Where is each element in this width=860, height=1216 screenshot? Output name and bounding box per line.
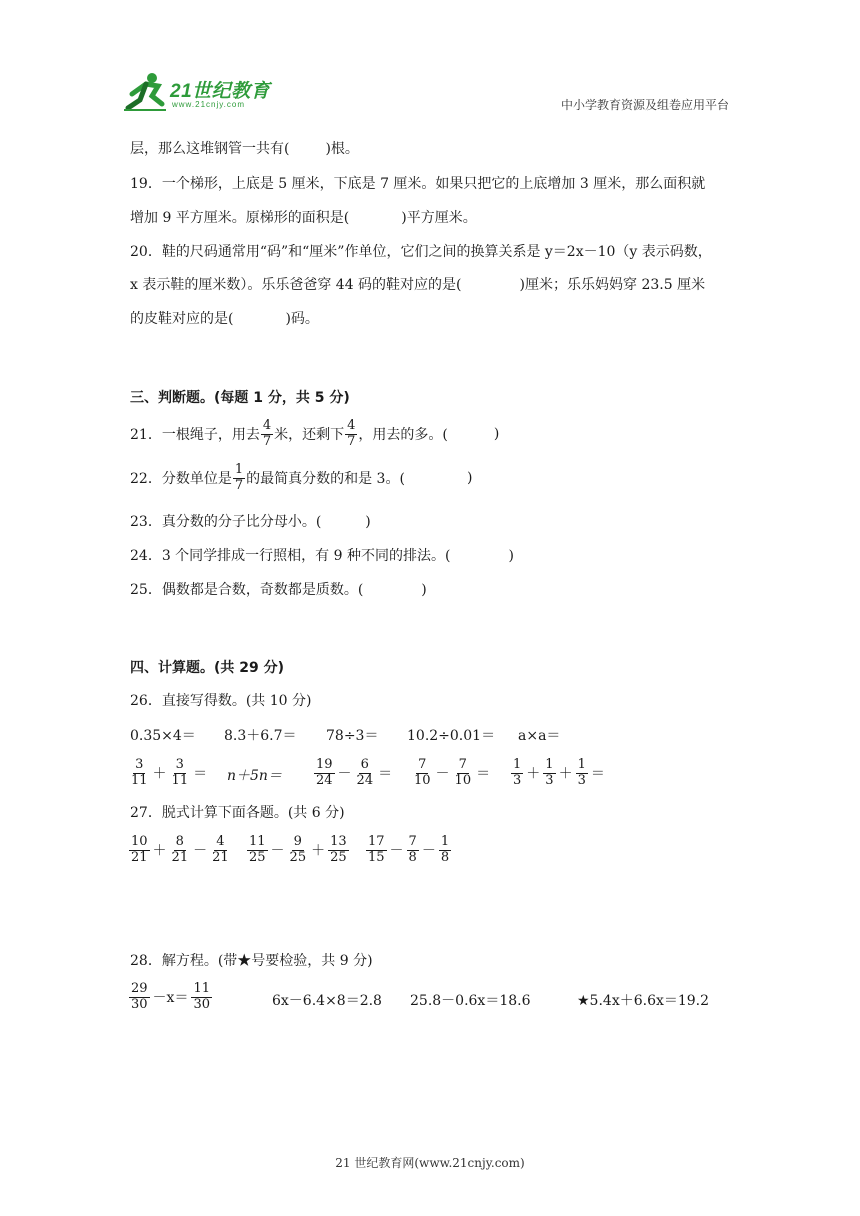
denominator: 10	[454, 772, 472, 788]
denominator: 3	[513, 772, 522, 788]
denominator: 24	[356, 772, 374, 788]
operator: ＋	[558, 766, 573, 782]
fraction	[170, 835, 191, 866]
fraction	[314, 758, 335, 789]
q26-row1-item: a×a＝	[518, 728, 561, 744]
logo-text: 21世纪教育	[170, 81, 271, 102]
numerator: 7	[408, 833, 417, 849]
q26-row1-item: 0.35×4＝	[130, 728, 196, 744]
numerator: 4	[262, 417, 272, 433]
operator: －	[389, 843, 404, 859]
operator: ＝	[193, 766, 208, 782]
denominator: 11	[171, 772, 189, 788]
q27-expression	[246, 830, 350, 870]
operator: －	[270, 843, 285, 859]
numerator: 1	[545, 756, 554, 772]
fraction	[261, 419, 273, 450]
operator: ＝	[378, 766, 393, 782]
q21: 21．一根绳子，用去 $\frac{4}{7}$ 米，还剩下 $\frac{4}{7}$ ，用去的多。( )	[130, 417, 500, 449]
denominator: 21	[171, 849, 189, 865]
numerator: 9	[293, 833, 302, 849]
fraction	[328, 835, 349, 866]
q26-row2-item	[411, 753, 492, 793]
numerator: 13	[330, 833, 347, 849]
denominator: 21	[131, 849, 148, 865]
operator: －	[435, 766, 450, 782]
denominator: 25	[289, 849, 307, 865]
runner-logo-icon	[122, 70, 170, 114]
fraction	[288, 835, 309, 866]
fraction	[366, 835, 387, 866]
denominator: 25	[249, 849, 266, 865]
numerator: 1	[440, 833, 450, 849]
fraction	[170, 758, 191, 789]
numerator: 10	[131, 833, 148, 849]
q27-expression	[365, 830, 452, 870]
denominator: 24	[316, 772, 333, 788]
denominator: 3	[577, 772, 586, 788]
site-logo	[122, 70, 292, 114]
numerator: 1	[513, 756, 522, 772]
q26-row2-item	[128, 753, 209, 793]
denominator: 3	[545, 772, 554, 788]
q19-line1: 19．一个梯形，上底是 5 厘米，下底是 7 厘米。如果只把它的上底增加 3 厘米，那么面积就	[130, 176, 706, 192]
numerator: 17	[368, 833, 385, 849]
operator: －	[421, 843, 436, 859]
q26-row1-item: 10.2÷0.01＝	[407, 728, 496, 744]
logo-url: www.21cnjy.com	[172, 100, 245, 109]
q18-continuation: 层，那么这堆钢管一共有( )根。	[130, 141, 359, 157]
operator: ＋	[526, 766, 541, 782]
denominator: 30	[193, 996, 210, 1012]
fraction	[543, 758, 555, 789]
q22: 22．分数单位是 $\frac{1}{7}$ 的最简真分数的和是 3。( )	[130, 461, 473, 493]
q26-row1-item: 78÷3＝	[326, 728, 379, 744]
numerator: 11	[193, 980, 210, 996]
fraction	[511, 758, 523, 789]
denominator: 15	[368, 849, 385, 865]
fraction	[247, 835, 268, 866]
numerator: 3	[135, 756, 144, 772]
fraction	[210, 835, 231, 866]
q26-title: 26．直接写得数。(共 10 分)	[130, 693, 312, 709]
fraction	[439, 835, 451, 866]
fraction	[129, 758, 150, 789]
q26-row1-item: 8.3＋6.7＝	[224, 728, 297, 744]
section-judge-title: 三、判断题。(每题 1 分，共 5 分)	[130, 390, 350, 406]
q26-row2-item	[313, 753, 394, 793]
q25: 25．偶数都是合数，奇数都是质数。( )	[130, 582, 427, 598]
operator: ＋	[152, 843, 167, 859]
page-footer: 21 世纪教育网(www.21cnjy.com)	[335, 1156, 525, 1170]
operator: ＝	[476, 766, 491, 782]
q27-title: 27．脱式计算下面各题。(共 6 分)	[130, 805, 345, 821]
q28-equation	[128, 977, 213, 1017]
fraction	[129, 982, 150, 1013]
denominator: 7	[347, 433, 356, 449]
operator: －	[193, 843, 208, 859]
operator: －x＝	[152, 990, 189, 1006]
numerator: 29	[131, 980, 148, 996]
q28-title: 28．解方程。(带★号要检验，共 9 分)	[130, 953, 373, 969]
fraction	[407, 835, 419, 866]
fraction	[345, 419, 357, 450]
denominator: 7	[262, 433, 272, 449]
numerator: 1	[234, 461, 244, 477]
denominator: 10	[414, 772, 431, 788]
fraction	[412, 758, 433, 789]
operator: －	[337, 766, 352, 782]
q20-line1: 20．鞋的尺码通常用“码”和“厘米”作单位，它们之间的换算关系是 y＝2x－10（y 表示码数，	[130, 244, 712, 260]
denominator: 7	[234, 477, 244, 493]
q23: 23．真分数的分子比分母小。( )	[130, 514, 371, 530]
denominator: 8	[408, 849, 417, 865]
numerator: 7	[458, 756, 467, 772]
fraction	[191, 982, 212, 1013]
numerator: 4	[347, 417, 356, 433]
numerator: 1	[577, 756, 586, 772]
platform-name: 中小学教育资源及组卷应用平台	[560, 98, 729, 112]
operator: ＋	[152, 766, 167, 782]
numerator: 6	[360, 756, 369, 772]
operator: ＋	[311, 843, 326, 859]
fraction	[453, 758, 474, 789]
denominator: 25	[330, 849, 347, 865]
numerator: 11	[249, 833, 266, 849]
fraction	[355, 758, 376, 789]
numerator: 4	[216, 833, 225, 849]
q28-equation: ★5.4x＋6.6x＝19.2	[577, 993, 710, 1009]
q20-line3: 的皮鞋对应的是( )码。	[130, 311, 319, 327]
q26-row2-item: n＋5n＝	[227, 768, 282, 784]
q19-line2: 增加 9 平方厘米。原梯形的面积是( )平方厘米。	[130, 210, 477, 226]
q27-expression	[128, 830, 232, 870]
fraction	[233, 463, 245, 494]
numerator: 3	[175, 756, 184, 772]
q28-equation: 25.8－0.6x＝18.6	[410, 993, 531, 1009]
section-calc-title: 四、计算题。(共 29 分)	[130, 660, 285, 676]
q26-row2-item	[510, 753, 607, 793]
q28-equation: 6x－6.4×8＝2.8	[272, 993, 382, 1009]
q20-line2: x 表示鞋的厘米数）。乐乐爸爸穿 44 码的鞋对应的是( )厘米；乐乐妈妈穿 23.5 厘米	[130, 277, 706, 293]
denominator: 8	[440, 849, 450, 865]
q24: 24．3 个同学排成一行照相，有 9 种不同的排法。( )	[130, 548, 514, 564]
fraction	[576, 758, 588, 789]
operator: ＝	[590, 766, 605, 782]
denominator: 21	[212, 849, 229, 865]
numerator: 8	[175, 833, 184, 849]
denominator: 11	[131, 772, 148, 788]
fraction	[129, 835, 150, 866]
numerator: 19	[316, 756, 333, 772]
denominator: 30	[131, 996, 148, 1012]
numerator: 7	[418, 756, 427, 772]
